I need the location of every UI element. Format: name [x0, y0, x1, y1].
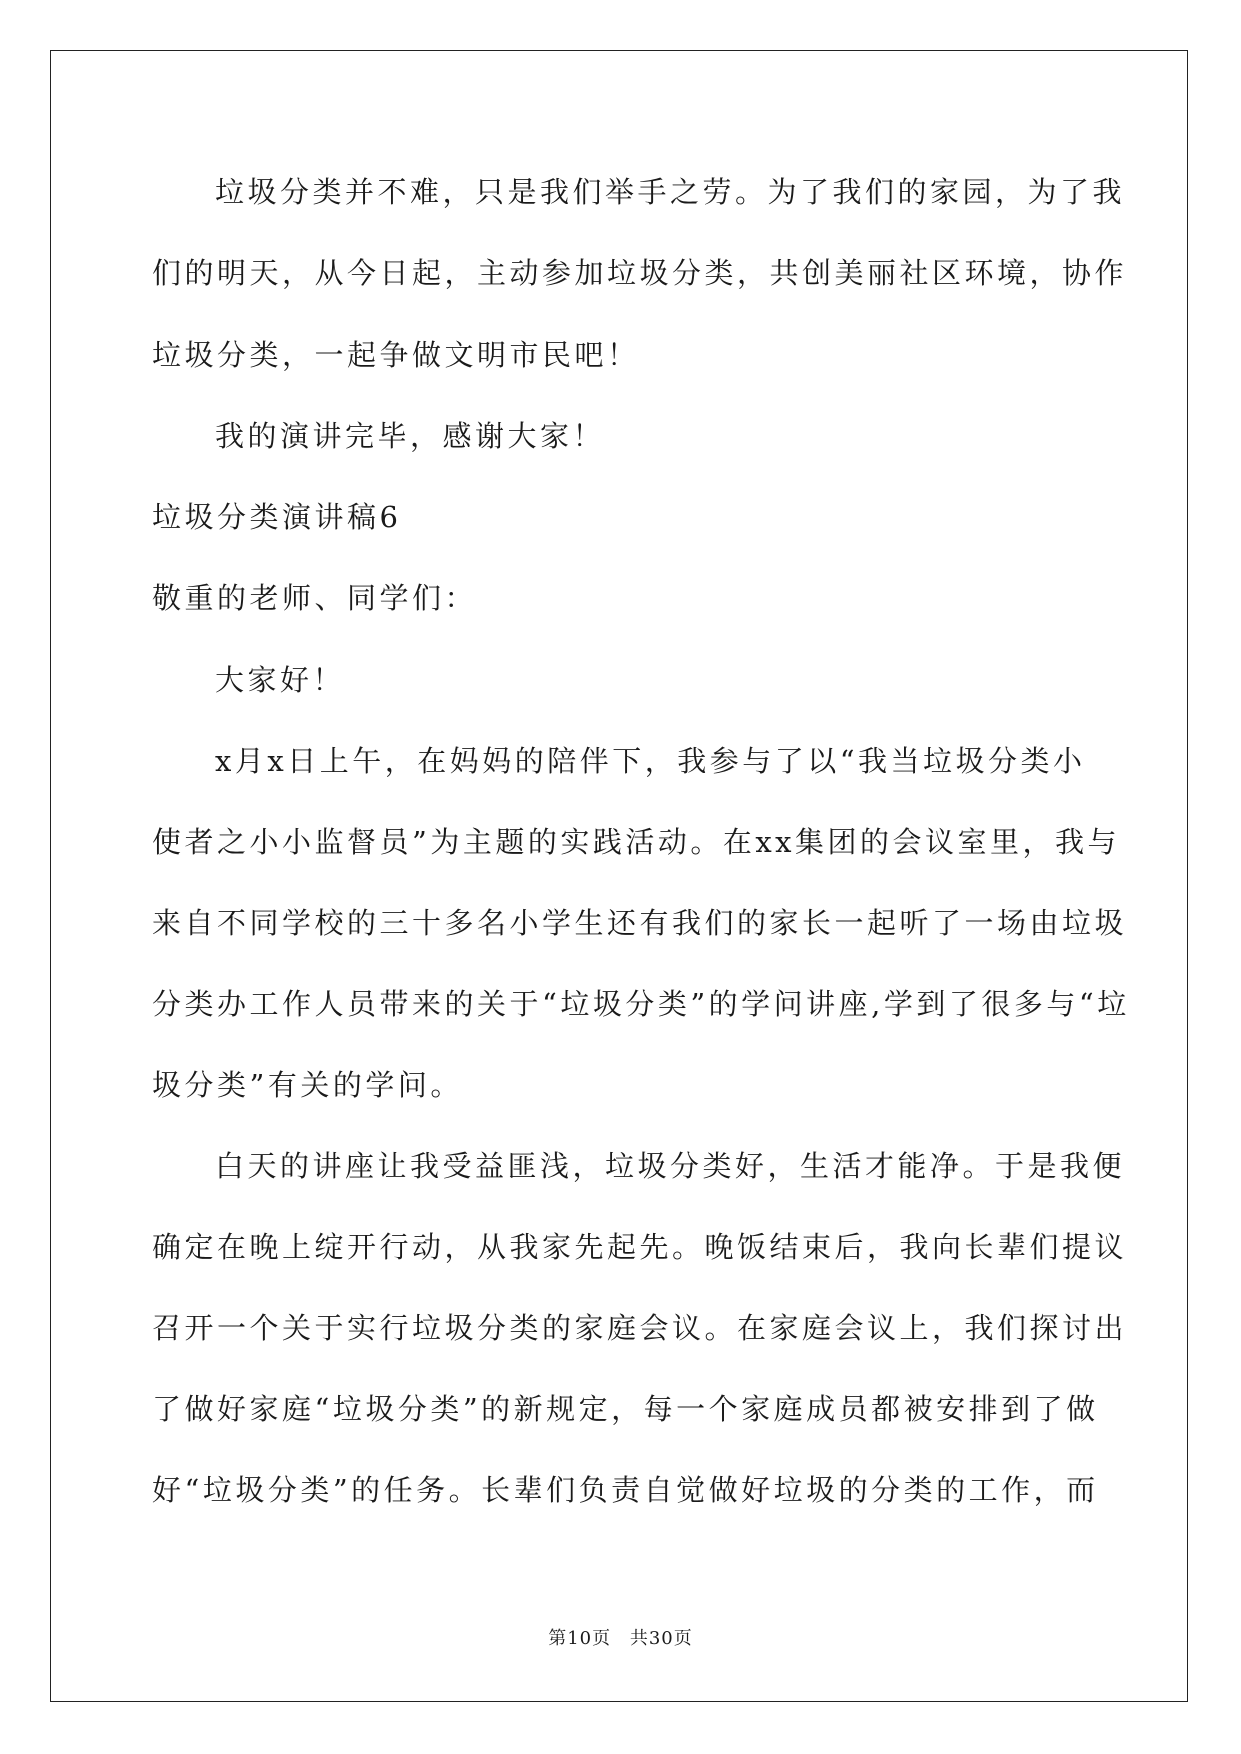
text-line: 圾分类”有关的学问。 — [152, 1068, 463, 1102]
page-border — [50, 50, 1188, 1702]
page-total: 共30页 — [629, 1628, 693, 1649]
text-line: 们的明天，从今日起，主动参加垃圾分类，共创美丽社区环境，协作 — [152, 256, 1128, 290]
text-line: 召开一个关于实行垃圾分类的家庭会议。在家庭会议上，我们探讨出 — [152, 1311, 1128, 1345]
salutation: 敬重的老师、同学们： — [152, 581, 478, 615]
text-line: 分类办工作人员带来的关于“垃圾分类”的学问讲座,学到了很多与“垃 — [152, 987, 1130, 1021]
text-line: 垃圾分类并不难，只是我们举手之劳。为了我们的家园，为了我 — [215, 175, 1126, 209]
text-line: 白天的讲座让我受益匪浅，垃圾分类好，生活才能净。于是我便 — [215, 1149, 1126, 1183]
text-line: 我的演讲完毕，感谢大家！ — [215, 419, 606, 453]
page-number: 第10页 — [548, 1628, 612, 1649]
text-line: 确定在晚上绽开行动，从我家先起先。晚饭结束后，我向长辈们提议 — [152, 1230, 1128, 1264]
text-line: 来自不同学校的三十多名小学生还有我们的家长一起听了一场由垃圾 — [152, 906, 1128, 940]
text-line: 使者之小小监督员”为主题的实践活动。在xx集团的会议室里，我与 — [152, 825, 1121, 859]
text-line: 垃圾分类，一起争做文明市民吧！ — [152, 338, 640, 372]
text-line: 好“垃圾分类”的任务。长辈们负责自觉做好垃圾的分类的工作，而 — [152, 1473, 1099, 1507]
text-line: x月x日上午，在妈妈的陪伴下，我参与了以“我当垃圾分类小 — [215, 744, 1086, 778]
section-heading: 垃圾分类演讲稿6 — [152, 500, 402, 534]
text-line: 了做好家庭“垃圾分类”的新规定，每一个家庭成员都被安排到了做 — [152, 1392, 1099, 1426]
page-footer — [0, 1627, 1241, 1651]
greeting: 大家好！ — [215, 663, 346, 697]
